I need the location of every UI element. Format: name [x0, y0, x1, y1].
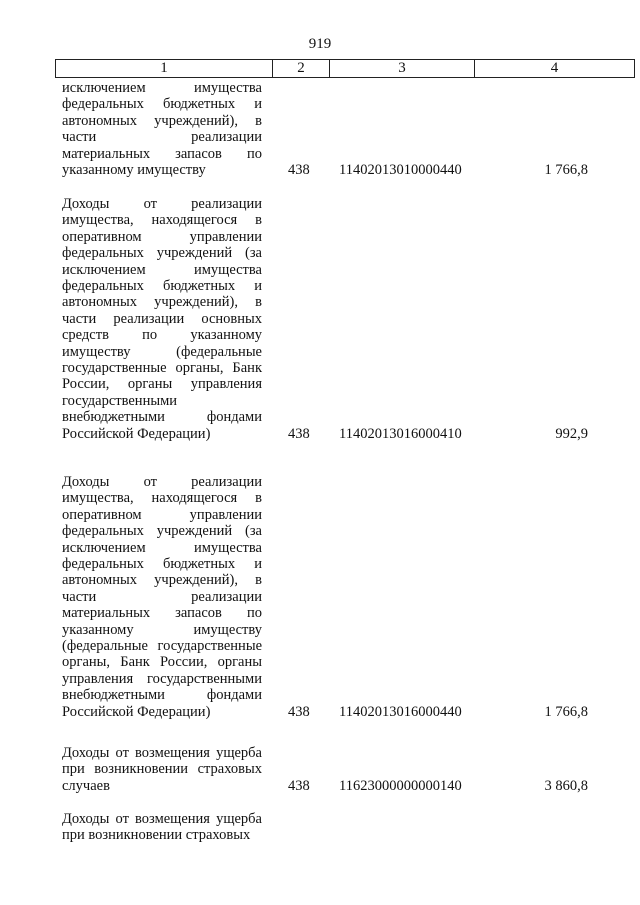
description-line: автономных учреждений), в	[62, 572, 262, 589]
row-amount: 1 766,8	[544, 162, 588, 178]
description-line: управления государственными	[62, 670, 262, 687]
description-line: государственными	[62, 392, 178, 409]
description-line: России, органы управления	[62, 376, 262, 393]
header-col-3: 3	[330, 60, 475, 77]
description-line: внебюджетными фондами	[62, 409, 262, 426]
row-description	[62, 745, 262, 794]
description-line: органы, Банк России, органы	[62, 654, 262, 671]
description-line: внебюджетными фондами	[62, 687, 262, 704]
description-line: автономных учреждений), в	[62, 112, 262, 129]
description-line: Доходы от реализации	[62, 474, 262, 490]
description-line: имуществу (федеральные	[62, 343, 262, 360]
description-line: Российской Федерации)	[62, 425, 211, 442]
description-line: федеральных бюджетных и	[62, 556, 262, 573]
description-line: части реализации основных	[62, 310, 262, 327]
description-line: автономных учреждений), в	[62, 294, 262, 311]
description-line: Доходы от реализации	[62, 196, 262, 212]
row-description	[62, 80, 262, 178]
row-kbk: 11402013010000440	[339, 162, 462, 178]
row-kbk: 11402013016000410	[339, 425, 462, 442]
row-code: 438	[288, 703, 310, 720]
description-line: исключением имущества	[62, 261, 262, 278]
description-line: части реализации	[62, 129, 262, 146]
row-kbk: 11623000000000140	[339, 777, 462, 794]
description-line: имущества, находящегося в	[62, 212, 262, 229]
description-line: федеральных бюджетных и	[62, 278, 262, 295]
description-line: исключением имущества	[62, 539, 262, 556]
header-col-1: 1	[56, 60, 273, 77]
row-code: 438	[288, 162, 310, 178]
description-line: оперативном управлении	[62, 506, 262, 523]
description-line: средств по указанному	[62, 327, 262, 344]
row-description	[62, 474, 262, 720]
row-amount: 3 860,8	[544, 777, 588, 794]
row-kbk: 11402013016000440	[339, 703, 462, 720]
description-line: государственные органы, Банк	[62, 360, 262, 377]
description-line: (федеральные государственные	[62, 638, 262, 655]
row-amount: 1 766,8	[544, 703, 588, 720]
description-line: при возникновении страховых	[62, 827, 251, 844]
description-line: указанному имуществу	[62, 162, 206, 179]
description-line: материальных запасов по	[62, 145, 262, 162]
row-amount: 992,9	[555, 425, 588, 442]
description-line: при возникновении страховых	[62, 761, 262, 778]
description-line: Российской Федерации)	[62, 703, 211, 720]
table-header	[55, 59, 635, 78]
row-code: 438	[288, 425, 310, 442]
description-line: материальных запасов по	[62, 605, 262, 622]
description-line: Доходы от возмещения ущерба	[62, 811, 262, 827]
header-col-4: 4	[550, 60, 559, 76]
description-line: исключением имущества	[62, 80, 262, 96]
page-number: 919	[308, 36, 332, 52]
description-line: федеральных учреждений (за	[62, 523, 262, 540]
description-line: имущества, находящегося в	[62, 490, 262, 507]
description-line: оперативном управлении	[62, 228, 262, 245]
description-line: части реализации	[62, 588, 262, 605]
description-line: федеральных учреждений (за	[62, 245, 262, 262]
description-line: Доходы от возмещения ущерба	[62, 745, 262, 761]
description-line: случаев	[62, 777, 110, 794]
header-col-2: 2	[273, 60, 330, 77]
description-line: указанному имуществу	[62, 621, 262, 638]
row-description	[62, 811, 262, 844]
row-description	[62, 196, 262, 442]
row-code: 438	[288, 777, 310, 794]
description-line: федеральных бюджетных и	[62, 96, 262, 113]
